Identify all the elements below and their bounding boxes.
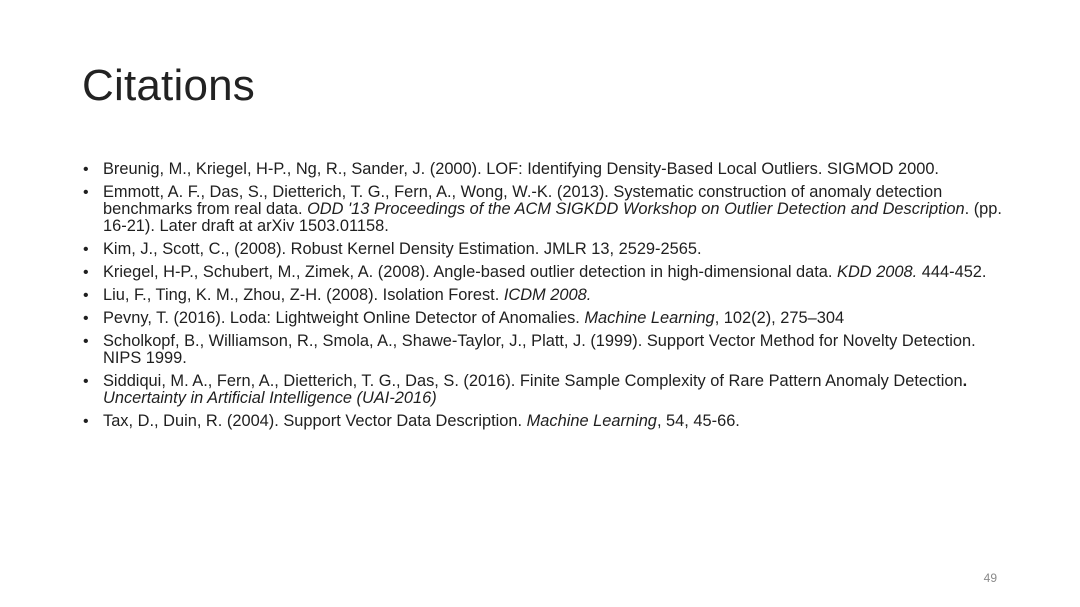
- bullet-icon: •: [83, 333, 89, 350]
- citation-text-tail: 444-452.: [917, 263, 987, 281]
- citation-item: [82, 413, 1002, 430]
- citation-text-tail: . (pp. 16-21). Later draft at arXiv 1503.01158.: [103, 200, 1002, 235]
- citation-venue: Machine Learning: [526, 412, 657, 430]
- citation-item: [82, 161, 1002, 178]
- bullet-icon: •: [83, 184, 89, 201]
- citation-text: Liu, F., Ting, K. M., Zhou, Z-H. (2008). Isolation Forest.: [103, 286, 504, 304]
- citation-item: [82, 264, 1002, 281]
- citation-text: Tax, D., Duin, R. (2004). Support Vector Data Description.: [103, 412, 527, 430]
- citation-item: [82, 373, 1002, 407]
- citation-text: Scholkopf, B., Williamson, R., Smola, A., Shawe-Taylor, J., Platt, J. (1999). Support Vector Method for Novelty Detection. NIPS 1999.: [103, 332, 976, 367]
- citation-venue: KDD 2008.: [837, 263, 918, 281]
- citation-list: [82, 161, 1002, 436]
- citation-bold-period: .: [962, 372, 968, 390]
- citation-item: [82, 241, 1002, 258]
- bullet-icon: •: [83, 310, 89, 327]
- citation-venue: Machine Learning: [584, 309, 715, 327]
- citation-text: Kriegel, H-P., Schubert, M., Zimek, A. (2008). Angle-based outlier detection in high-dimensional data.: [103, 263, 838, 281]
- citation-item: [82, 310, 1002, 327]
- citation-item: [82, 287, 1002, 304]
- bullet-icon: •: [83, 241, 89, 258]
- bullet-icon: •: [83, 161, 89, 178]
- citation-venue: Uncertainty in Artificial Intelligence (UAI-2016): [103, 389, 437, 407]
- citation-item: [82, 333, 1002, 367]
- citation-text: Siddiqui, M. A., Fern, A., Dietterich, T. G., Das, S. (2016). Finite Sample Complexity of Rare Pattern Anomaly Detection: [103, 372, 963, 390]
- page-number: 49: [983, 571, 997, 585]
- bullet-icon: •: [83, 264, 89, 281]
- citation-text-tail: , 102(2), 275–304: [714, 309, 845, 327]
- bullet-icon: •: [83, 373, 89, 390]
- citation-text: Emmott, A. F., Das, S., Dietterich, T. G., Fern, A., Wong, W.-K. (2013). Systematic construction of anomaly detection benchmarks from real data.: [103, 183, 943, 218]
- slide-title: Citations: [82, 61, 255, 110]
- citation-venue: ICDM 2008.: [503, 286, 592, 304]
- citation-text: Pevny, T. (2016). Loda: Lightweight Online Detector of Anomalies.: [103, 309, 585, 327]
- bullet-icon: •: [83, 287, 89, 304]
- bullet-icon: •: [83, 413, 89, 430]
- citation-item: [82, 184, 1002, 235]
- citation-text: Breunig, M., Kriegel, H-P., Ng, R., Sander, J. (2000). LOF: Identifying Density-Based Local Outliers. SIGMOD 2000.: [103, 160, 939, 178]
- citation-venue: ODD '13 Proceedings of the ACM SIGKDD Workshop on Outlier Detection and Description: [307, 200, 965, 218]
- citation-text: Kim, J., Scott, C., (2008). Robust Kernel Density Estimation. JMLR 13, 2529-2565.: [103, 240, 702, 258]
- citation-text-tail: , 54, 45-66.: [656, 412, 740, 430]
